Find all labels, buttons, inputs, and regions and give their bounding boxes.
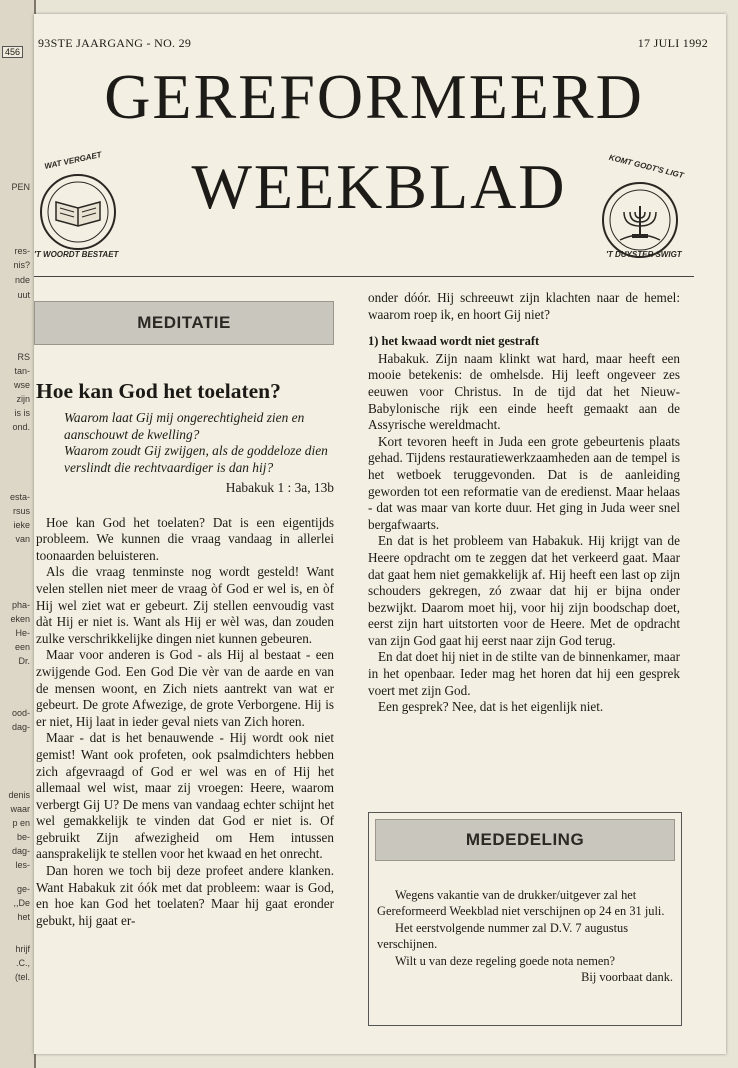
notice-paragraph: Het eerstvolgende nummer zal D.V. 7 augustus verschijnen. — [377, 920, 629, 952]
candlestick-icon — [604, 184, 676, 256]
binding-fragment: res- — [14, 246, 30, 256]
binding-fragment: denis — [8, 790, 30, 800]
binding-fragment: tan- — [14, 366, 30, 376]
binding-fragment: pha- — [11, 600, 30, 610]
binding-fragment: p en — [12, 818, 30, 828]
notice-paragraph: Wilt u van deze regeling goede nota nemen? — [395, 953, 616, 968]
paragraph: Dan horen we toch bij deze profeet andere klanken. Want Habakuk zit óók met dat probleem: waar is God, en hoe kan God het toelaten? Maar hij gaat eronder gebukt, hij gaat er- — [36, 863, 334, 928]
paragraph: Als die vraag tenminste nog wordt gesteld! Want velen stellen niet meer de vraag òf God er wel is, en òf Hij wel ziet wat er gebeurt. Zij stellen eenvoudig vast dàt Hij er niet is. Want als Hij er wèl was, dan zouden zulke verschrikkelijke dingen niet kunnen gebeuren. — [36, 564, 334, 646]
binding-fragment: RS — [17, 352, 30, 362]
binding-fragment: Dr. — [18, 656, 30, 666]
article-title: Hoe kan God het toelaten? — [36, 379, 281, 403]
continuation-paragraph: onder dóór. Hij schreeuwt zijn klachten naar de hemel: waarom roep ik, en hoort Gij niet? — [368, 290, 680, 322]
binding-fragment: nde — [14, 275, 30, 285]
notice-thanks: Bij voorbaat dank. — [581, 970, 673, 985]
binding-fragment: les- — [15, 860, 30, 870]
binding-fragment: be- — [16, 832, 30, 842]
masthead-title-line1: GEREFORMEERD — [104, 61, 644, 132]
open-book-icon — [42, 176, 114, 248]
binding-fragment: PEN — [11, 182, 30, 192]
bible-seal-icon — [40, 174, 116, 250]
binding-fragment: ge- — [16, 884, 30, 894]
candlestick-seal-icon — [602, 182, 678, 258]
masthead-title-line2: WEEKBLAD — [191, 151, 567, 222]
masthead-rule — [34, 276, 694, 277]
scripture-quote-2: Waarom zoudt Gij zwijgen, als de goddeloze dien verslindt die rechtvaardiger is dan hij? — [64, 443, 328, 475]
binding-fragment: zijn — [16, 394, 30, 404]
binding-fragment: een — [14, 642, 30, 652]
scripture-reference: Habakuk 1 : 3a, 13b — [225, 480, 334, 495]
binding-fragment: rsus — [12, 506, 30, 516]
notice-body — [369, 887, 681, 985]
binding-fragment: waar — [10, 804, 30, 814]
newspaper-page — [34, 14, 726, 1054]
page-number: 456 — [2, 46, 23, 58]
binding-fragment: is is — [14, 408, 30, 418]
binding-fragment: ood- — [11, 708, 30, 718]
paragraph: Kort tevoren heeft in Juda een grote gebeurtenis plaats gehad. Tijdens restauratiewerkzaamheden aan de tempel is het wetboek teruggevonden. Dat is de aanleiding geworden tot een reformatie van de eredienst. Maar helaas - dat was maar van korte duur. Het ging in Juda weer snel bergafwaarts. — [368, 433, 680, 532]
continuation-column — [368, 290, 680, 716]
binding-strip — [0, 0, 36, 1068]
left-seal-motto-top: WAT VERGAET — [43, 150, 103, 171]
binding-fragment: van — [15, 534, 30, 544]
binding-fragment: dag- — [11, 846, 30, 856]
binding-fragment: esta- — [9, 492, 30, 502]
notice-paragraph: Wegens vakantie van de drukker/uitgever zal het Gereformeerd Weekblad niet verschijnen op 24 en 31 juli. — [377, 888, 665, 919]
paragraph: Habakuk. Zijn naam klinkt wat hard, maar heeft een mooie betekenis: de omhelsde. Hij leeft ongeveer zes eeuwen voor Christus. In de tijd dat het Nieuw-Babylonische rijk een einde heeft gemaakt aan de Assyrische wereldmacht. — [368, 350, 680, 433]
binding-fragment: dag- — [11, 722, 30, 732]
paragraph: En dat doet hij niet in de stilte van de binnenkamer, maar in het openbaar. Ieder mag het horen dat hij een gesprek voert met zijn God. — [368, 649, 680, 698]
left-seal-motto-bottom: 'T WOORDT BESTAET — [34, 250, 119, 259]
binding-fragment: ,,De — [13, 898, 30, 908]
mededeling-notice — [368, 812, 682, 1026]
binding-fragment: (tel. — [14, 972, 30, 982]
mededeling-banner: MEDEDELING — [375, 819, 675, 861]
meditatie-banner: MEDITATIE — [34, 301, 334, 345]
scripture-quote-1: Waarom laat Gij mij ongerechtigheid zien en aanschouwt de kwelling? — [64, 410, 305, 442]
binding-fragment: eken — [10, 614, 30, 624]
binding-fragment: wse — [13, 380, 30, 390]
binding-fragment: hrijf — [15, 944, 30, 954]
paragraph: En dat is het probleem van Habakuk. Hij krijgt van de Heere opdracht om te zeggen dat het verkeerd gaat. Maar dat gaat hem niet gemakkelijk af. Hij heeft een last op zijn schouders gekregen, zó zwaar dat hij er bijna onder bezwijkt. Daarom moet hij, voor hij zijn boodschap doet, eerst zijn hart uitstorten voor de Heere. Met de opdracht van zijn God gaat hij eerst naar zijn God terug. — [368, 533, 680, 648]
right-seal-motto-top: KOMT GODT'S LIGT — [608, 152, 685, 181]
paragraph: Een gesprek? Nee, dat is het eigenlijk niet. — [378, 699, 604, 715]
paragraph: Hoe kan God het toelaten? Dat is een eigentijds probleem. We kunnen die vraag vandaag in allerlei toonaarden beluisteren. — [36, 514, 334, 563]
section-subheading: 1) het kwaad wordt niet gestraft — [368, 334, 540, 349]
paragraph: Maar voor anderen is God - als Hij al bestaat - een zwijgende God. Een God Die vèr van de aarde en van de mensen woont, en Zich niets aantrekt van wat er gebeurt. De grote Afwezige, de grote Verborgene. Hij is er niet, Hij laat in ieder geval niets van Zich horen. — [36, 647, 334, 729]
binding-fragment: ond. — [12, 422, 30, 432]
paragraph: Maar - dat is het benauwende - Hij wordt ook niet gemist! Want ook profeten, ook psalmdichters hebben zich afgevraagd of God er wel was en of Hij het allemaal wel wist, maar zij vroegen: Heere, waarom verbergt Gij U? De mens van vandaag echter schijnt het wel gemakkelijk te vinden dat God er niet is. Of gebruikt Zijn afwezigheid om Hem intussen aansprakelijk te stellen voor het kwaad en het onrecht. — [36, 730, 334, 862]
binding-fragment: uut — [17, 290, 30, 300]
issue-line: 93STE JAARGANG - NO. 29 — [38, 36, 192, 50]
binding-fragment: He- — [15, 628, 30, 638]
issue-date: 17 JULI 1992 — [637, 36, 708, 50]
meditatie-column — [36, 378, 334, 929]
right-seal-motto-bottom: 'T DUYSTER SWIGT — [606, 250, 682, 259]
binding-fragment: nis? — [13, 260, 30, 270]
binding-fragment: .C., — [15, 958, 30, 968]
binding-fragment: ieke — [13, 520, 30, 530]
binding-fragment: het — [17, 912, 30, 922]
